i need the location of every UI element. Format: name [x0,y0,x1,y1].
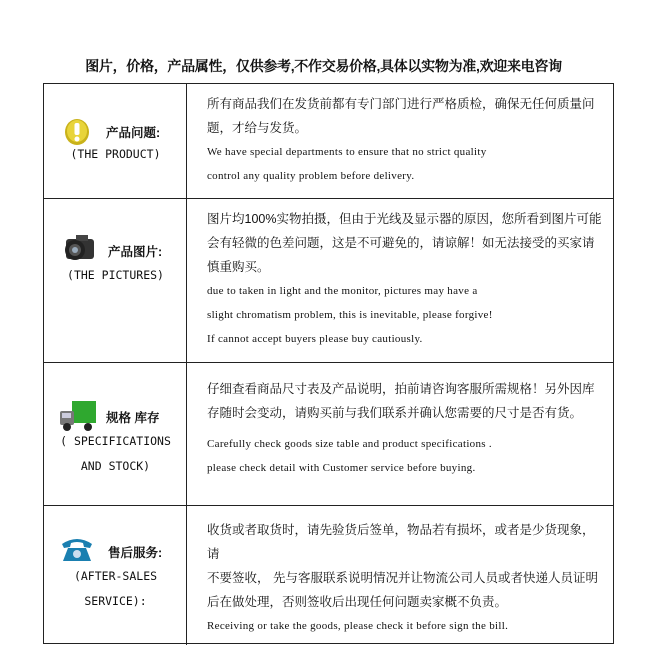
en-line: If cannot accept buyers please buy cautiously. [207,333,423,345]
en-line: Receiving or take the goods, please check it before sign the bill. [207,620,509,632]
cn-line: 仔细查看商品尺寸表及产品说明，拍前请咨询客服所需规格！另外因库 [207,382,595,396]
row-sublabel: ( SPECIFICATIONS [60,434,171,448]
row-product [44,84,613,199]
en-line: Carefully check goods size table and product specifications . [207,438,492,450]
en-line: please check detail with Customer service before buying. [207,462,476,474]
row-pictures [44,199,613,363]
row-specifications [44,363,613,506]
row-header [44,84,187,198]
row-content [187,363,613,505]
row-sublabel: SERVICE): [84,594,147,608]
row-after-sales [44,506,613,645]
page-title: 图片，价格，产品属性，仅供参考,不作交易价格,具体以实物为准,欢迎来电咨询 [85,58,562,74]
cn-line: 存随时会变动，请购买前与我们联系并确认您需要的尺寸是否有货。 [207,406,583,420]
row-label: 规格 库存 [106,411,160,425]
row-header [44,363,187,505]
en-line: We have special departments to ensure that no strict quality [207,146,487,158]
row-sublabel: (THE PICTURES) [67,268,164,282]
cn-line: 收货或者取货时，请先验货后签单，物品若有损坏，或者是少货现象，请 [207,523,595,561]
row-content [187,84,613,198]
info-table [43,83,614,644]
row-sublabel: (AFTER-SALES [73,569,158,583]
cn-line: 图片均100%实物拍摄，但由于光线及显示器的原因，您所看到图片可能 [207,212,602,226]
truck-icon [58,399,98,433]
en-line: due to taken in light and the monitor, pictures may have a [207,285,478,297]
camera-icon [62,233,96,263]
row-header [44,506,187,645]
telephone-icon [60,536,94,562]
row-header [44,199,187,362]
row-label: 产品问题: [106,126,161,140]
cn-line: 慎重购买。 [207,260,270,274]
en-line: control any quality problem before delivery. [207,170,415,182]
row-label: 售后服务: [108,546,163,560]
cn-line: 题，才给与发货。 [207,121,308,135]
en-line: slight chromatism problem, this is inevitable, please forgive! [207,309,493,321]
cn-line: 后在做处理，否则签收后出现任何问题卖家概不负责。 [207,595,508,609]
row-sublabel: AND STOCK) [80,459,151,473]
cn-line: 所有商品我们在发货前都有专门部门进行严格质检，确保无任何质量问 [207,97,595,111]
cn-line: 不要签收， 先与客服联系说明情况并让物流公司人员或者快递人员证明 [207,571,598,585]
row-sublabel: (THE PRODUCT) [70,147,161,161]
row-label: 产品图片: [108,245,163,259]
exclamation-icon [64,118,90,146]
row-content [187,506,613,645]
row-content [187,199,613,362]
cn-line: 会有轻微的色差问题，这是不可避免的，请谅解！如无法接受的买家请 [207,236,595,250]
